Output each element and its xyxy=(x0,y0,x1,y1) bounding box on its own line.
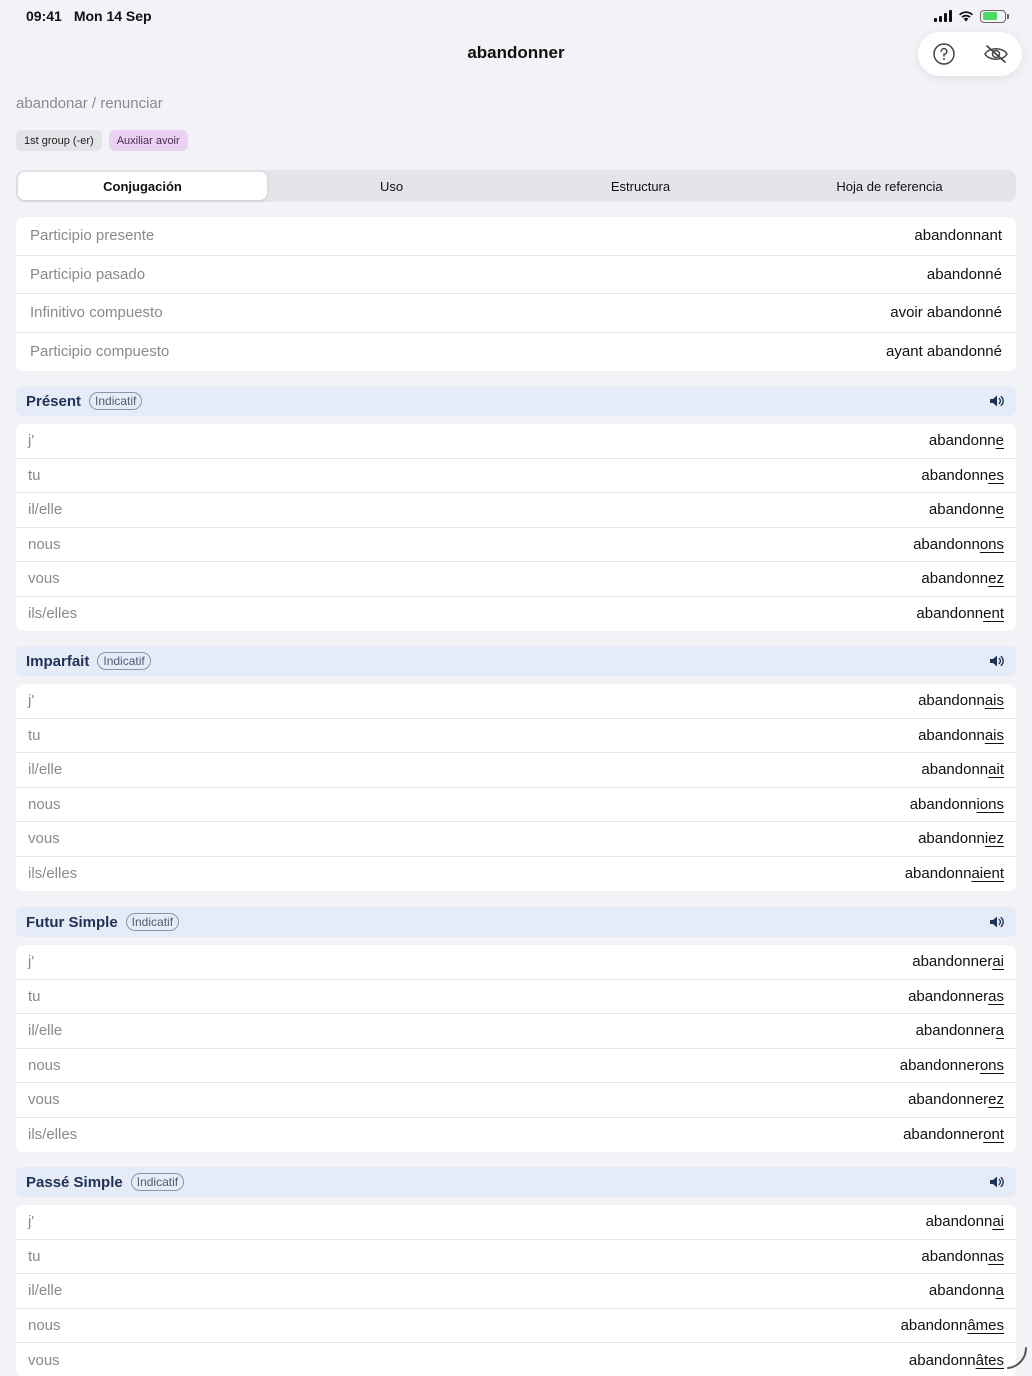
participle-row xyxy=(16,294,1016,333)
pronoun-label: ils/elles xyxy=(28,865,78,883)
status-time: 09:41 xyxy=(26,8,62,24)
mood-badge: Indicatif xyxy=(89,392,142,410)
conjugated-form xyxy=(916,605,1004,622)
pronoun-label: nous xyxy=(28,1316,61,1334)
conjugation-row xyxy=(16,753,1016,788)
conjugated-form xyxy=(916,1022,1004,1039)
tense-header xyxy=(16,907,1016,937)
verb-ending: âmes xyxy=(967,1316,1004,1334)
speaker-icon xyxy=(989,915,1005,929)
pronoun-label: tu xyxy=(28,466,41,484)
verb-ending: ons xyxy=(979,535,1004,553)
verb-stem: abandonner xyxy=(908,1091,989,1109)
conjugation-row xyxy=(16,788,1016,823)
tense-title: Présent xyxy=(26,392,82,410)
hide-endings-button[interactable] xyxy=(982,40,1010,68)
verb-ending: ais xyxy=(984,726,1004,744)
pronoun-label: j' xyxy=(28,692,35,710)
conjugation-row xyxy=(16,945,1016,980)
verb-stem: abandonn xyxy=(921,466,989,484)
verb-stem: abandonn xyxy=(909,795,977,813)
status-date: Mon 14 Sep xyxy=(73,8,152,24)
pronoun-label: tu xyxy=(28,987,41,1005)
verb-stem: abandonn xyxy=(900,1316,968,1334)
pronoun-label: vous xyxy=(28,1091,60,1109)
pronoun-label: tu xyxy=(28,1247,41,1265)
pronoun-label: j' xyxy=(28,953,35,971)
tab-uso[interactable]: Uso xyxy=(379,178,404,194)
conjugation-row xyxy=(16,562,1016,597)
conjugated-form xyxy=(929,501,1004,518)
conjugation-row xyxy=(16,980,1016,1015)
conjugated-form xyxy=(900,1057,1004,1074)
verb-ending: ait xyxy=(988,761,1004,779)
tense-title: Imparfait xyxy=(26,652,90,670)
group-tag: 1st group (-er) xyxy=(16,130,102,151)
verb-ending: as xyxy=(988,987,1004,1005)
auxiliary-tag: Auxiliar avoir xyxy=(109,130,188,151)
conjugation-row xyxy=(16,1343,1016,1376)
question-circle-icon xyxy=(932,42,956,66)
tense-header xyxy=(16,646,1016,676)
conjugation-card xyxy=(16,684,1016,891)
pronoun-label: j' xyxy=(28,1213,35,1231)
pronoun-label: vous xyxy=(28,570,60,588)
pronoun-label: il/elle xyxy=(28,501,63,519)
speaker-icon xyxy=(989,1175,1005,1189)
verb-ending: ont xyxy=(983,1126,1004,1144)
conjugation-row xyxy=(16,1049,1016,1084)
conjugation-row xyxy=(16,719,1016,754)
verb-stem: abandonner xyxy=(908,987,989,1005)
conjugation-row xyxy=(16,857,1016,892)
conjugated-form xyxy=(909,1352,1004,1369)
conjugation-row xyxy=(16,459,1016,494)
conjugated-form xyxy=(912,953,1004,970)
battery-icon xyxy=(980,10,1006,23)
participle-value: abandonné xyxy=(926,265,1002,283)
verb-stem: abandonn xyxy=(921,570,989,588)
conjugation-card xyxy=(16,945,1016,1152)
status-bar xyxy=(0,0,1032,32)
verb-stem: abandonn xyxy=(918,692,985,710)
conjugated-form xyxy=(921,1248,1004,1265)
verb-stem: abandonn xyxy=(921,761,989,779)
verb-ending: âtes xyxy=(975,1351,1004,1369)
verb-stem: abandonn xyxy=(925,1213,993,1231)
conjugation-row xyxy=(16,1274,1016,1309)
conjugation-row xyxy=(16,1083,1016,1118)
verb-ending: ais xyxy=(984,692,1004,710)
conjugated-form xyxy=(921,761,1004,778)
pronoun-label: il/elle xyxy=(28,761,63,779)
participle-label: Participio compuesto xyxy=(30,343,170,361)
conjugated-form xyxy=(918,692,1004,709)
pronoun-label: nous xyxy=(28,795,61,813)
play-audio-button[interactable] xyxy=(988,1173,1006,1191)
participle-label: Participio pasado xyxy=(30,265,146,283)
conjugated-form xyxy=(901,1317,1004,1334)
verb-ending: ions xyxy=(976,795,1004,813)
conjugation-row xyxy=(16,1240,1016,1275)
pronoun-label: j' xyxy=(28,432,35,450)
pronoun-label: il/elle xyxy=(28,1022,63,1040)
verb-ending: ons xyxy=(979,1056,1004,1074)
mood-badge: Indicatif xyxy=(126,913,179,931)
tense-title: Passé Simple xyxy=(26,1173,123,1191)
tense-header xyxy=(16,386,1016,416)
conjugation-row xyxy=(16,822,1016,857)
verb-ending: es xyxy=(988,466,1004,484)
scroll-indicator xyxy=(1004,1346,1028,1370)
pronoun-label: nous xyxy=(28,535,61,553)
pronoun-label: vous xyxy=(28,830,60,848)
tab-estructura[interactable]: Estructura xyxy=(610,178,671,194)
conjugation-card xyxy=(16,424,1016,631)
verb-translation: abandonar / renunciar xyxy=(16,95,163,112)
conjugated-form xyxy=(921,467,1004,484)
wifi-icon xyxy=(958,10,974,22)
help-button[interactable] xyxy=(930,40,958,68)
conjugation-row xyxy=(16,1118,1016,1153)
conjugation-row xyxy=(16,684,1016,719)
play-audio-button[interactable] xyxy=(988,913,1006,931)
conjugated-form xyxy=(908,988,1004,1005)
conjugated-form xyxy=(918,727,1004,744)
conjugated-form xyxy=(926,1213,1004,1230)
conjugation-row xyxy=(16,493,1016,528)
tense-header xyxy=(16,1167,1016,1197)
conjugated-form xyxy=(921,570,1004,587)
pronoun-label: tu xyxy=(28,726,41,744)
verb-ending: a xyxy=(995,1282,1004,1300)
conjugation-row xyxy=(16,528,1016,563)
signal-icon xyxy=(934,10,952,22)
pronoun-label: ils/elles xyxy=(28,605,78,623)
conjugation-row xyxy=(16,1014,1016,1049)
mood-badge: Indicatif xyxy=(131,1173,184,1191)
pronoun-label: vous xyxy=(28,1351,60,1369)
verb-tags xyxy=(16,130,188,151)
verb-ending: e xyxy=(995,501,1004,519)
verb-ending: aient xyxy=(971,865,1004,883)
participle-label: Infinitivo compuesto xyxy=(30,304,163,322)
verb-ending: ez xyxy=(988,570,1004,588)
conjugated-form xyxy=(929,432,1004,449)
pronoun-label: il/elle xyxy=(28,1282,63,1300)
verb-stem: abandonn xyxy=(921,1247,989,1265)
verb-stem: abandonn xyxy=(904,865,972,883)
verb-stem: abandonner xyxy=(899,1056,980,1074)
conjugation-row xyxy=(16,597,1016,632)
conjugation-row xyxy=(16,424,1016,459)
participle-row xyxy=(16,256,1016,295)
eye-slash-icon xyxy=(983,43,1009,65)
verb-stem: abandonn xyxy=(908,1351,976,1369)
conjugated-form xyxy=(910,796,1004,813)
participle-value: abandonnant xyxy=(914,227,1002,245)
verb-stem: abandonn xyxy=(918,830,985,848)
mood-badge: Indicatif xyxy=(97,652,150,670)
verb-ending: as xyxy=(988,1247,1004,1265)
verb-stem: abandonner xyxy=(915,1022,996,1040)
conjugated-form xyxy=(918,830,1004,847)
verb-ending: iez xyxy=(984,830,1004,848)
verb-stem: abandonn xyxy=(916,605,984,623)
speaker-icon xyxy=(989,654,1005,668)
verb-stem: abandonn xyxy=(928,501,996,519)
conjugation-row xyxy=(16,1205,1016,1240)
participle-label: Participio presente xyxy=(30,227,155,245)
tab-conjugacion[interactable]: Conjugación xyxy=(18,172,267,200)
participle-row xyxy=(16,333,1016,372)
verb-stem: abandonn xyxy=(928,432,996,450)
play-audio-button[interactable] xyxy=(988,392,1006,410)
verb-stem: abandonner xyxy=(912,953,993,971)
participle-value: ayant abandonné xyxy=(886,343,1002,361)
tense-title: Futur Simple xyxy=(26,913,118,931)
verb-ending: ez xyxy=(988,1091,1004,1109)
verb-ending: e xyxy=(995,432,1004,450)
conjugated-form xyxy=(905,865,1004,882)
participle-row xyxy=(16,217,1016,256)
verb-ending: ai xyxy=(992,953,1004,971)
nav-actions xyxy=(918,32,1022,76)
pronoun-label: nous xyxy=(28,1056,61,1074)
verb-stem: abandonn xyxy=(918,726,985,744)
participles-card xyxy=(16,217,1016,371)
speaker-icon xyxy=(989,394,1005,408)
verb-ending: ai xyxy=(992,1213,1004,1231)
conjugated-form xyxy=(908,1091,1004,1108)
verb-ending: ent xyxy=(983,605,1004,623)
verb-stem: abandonner xyxy=(903,1126,984,1144)
conjugation-row xyxy=(16,1309,1016,1344)
play-audio-button[interactable] xyxy=(988,652,1006,670)
verb-stem: abandonn xyxy=(913,535,980,553)
verb-stem: abandonn xyxy=(928,1282,996,1300)
tab-hoja-de-referencia[interactable]: Hoja de referencia xyxy=(836,178,943,194)
conjugated-form xyxy=(913,536,1004,553)
conjugation-card xyxy=(16,1205,1016,1376)
section-tabs xyxy=(16,170,1016,202)
conjugated-form xyxy=(929,1282,1004,1299)
page-title: abandonner xyxy=(467,43,565,62)
verb-ending: a xyxy=(995,1022,1004,1040)
pronoun-label: ils/elles xyxy=(28,1126,78,1144)
conjugated-form xyxy=(903,1126,1004,1143)
participle-value: avoir abandonné xyxy=(890,304,1002,322)
